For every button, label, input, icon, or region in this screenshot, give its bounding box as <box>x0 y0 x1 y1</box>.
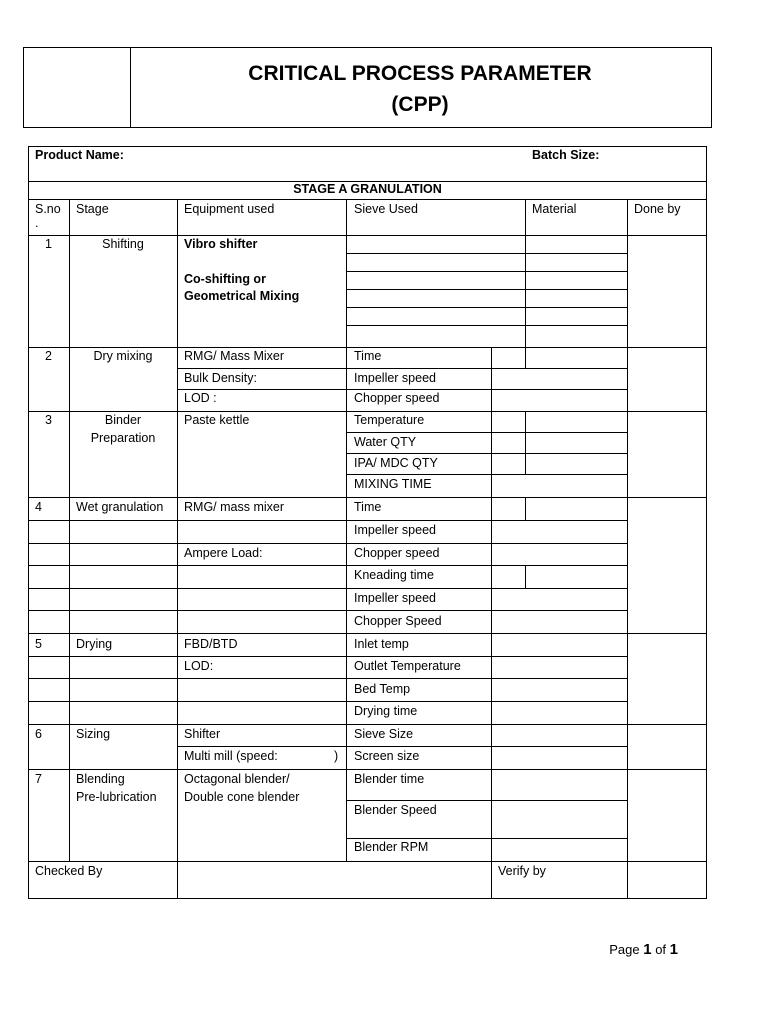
row5-equipment2: LOD: <box>184 659 214 673</box>
row6-sno: 6 <box>35 727 42 741</box>
checked-by-label: Checked By <box>35 864 103 878</box>
col-header-sno: S.no <box>35 202 61 216</box>
document-title-line2: (CPP) <box>391 93 449 116</box>
row-divider <box>28 497 707 498</box>
row-divider <box>28 861 707 862</box>
sub-divider <box>346 253 627 254</box>
row5-param2: Outlet Temperature <box>354 659 461 673</box>
row6-equipment1: Shifter <box>184 727 221 741</box>
row6-param1: Sieve Size <box>354 727 414 741</box>
row-divider <box>28 724 707 725</box>
row2-equipment2: Bulk Density: <box>184 371 257 385</box>
row-divider <box>28 633 707 634</box>
row4-param6: Chopper Speed <box>354 614 442 628</box>
row-divider <box>28 235 707 236</box>
row3-param4: MIXING TIME <box>354 477 432 491</box>
col-header-material: Material <box>532 202 577 216</box>
row5-param3: Bed Temp <box>354 682 411 696</box>
row3-stage1: Binder <box>104 413 142 427</box>
row4-param4: Kneading time <box>354 568 434 582</box>
row5-equipment1: FBD/BTD <box>184 637 238 651</box>
sub-divider <box>346 289 627 290</box>
row5-stage: Drying <box>76 637 113 651</box>
row2-equipment1: RMG/ Mass Mixer <box>184 349 284 363</box>
document-title-line1: CRITICAL PROCESS PARAMETER <box>248 62 592 85</box>
row1-equipment3: Geometrical Mixing <box>184 289 300 303</box>
col-divider <box>491 347 492 899</box>
row2-param2: Impeller speed <box>354 371 436 385</box>
row3-stage2: Preparation <box>90 431 156 445</box>
row4-equipment1: RMG/ mass mixer <box>184 500 284 514</box>
row4-equipment2: Ampere Load: <box>184 546 263 560</box>
col-divider <box>627 199 628 899</box>
sub-divider <box>346 474 627 475</box>
row7-param1: Blender time <box>354 772 425 786</box>
row-divider <box>28 199 707 200</box>
sub-divider <box>346 325 627 326</box>
row6-equipment2: Multi mill (speed: <box>184 749 278 763</box>
row3-param3: IPA/ MDC QTY <box>354 456 438 470</box>
row3-equipment1: Paste kettle <box>184 413 250 427</box>
row-divider <box>28 347 707 348</box>
verify-by-label: Verify by <box>498 864 546 878</box>
row7-stage1: Blending <box>76 772 125 786</box>
sub-divider <box>346 453 627 454</box>
row3-param2: Water QTY <box>354 435 417 449</box>
batch-size-label: Batch Size: <box>532 148 600 162</box>
col-divider <box>525 565 526 588</box>
col-divider <box>525 411 526 474</box>
sub-divider <box>177 389 627 390</box>
row7-stage2: Pre-lubrication <box>76 790 157 804</box>
row4-stage: Wet granulation <box>76 500 164 514</box>
row7-sno: 7 <box>35 772 42 786</box>
row1-stage: Shifting <box>102 237 144 251</box>
page-current: 1 <box>643 941 652 958</box>
row2-stage: Dry mixing <box>93 349 153 363</box>
page-number <box>609 941 678 958</box>
row5-sno: 5 <box>35 637 42 651</box>
col-header-sieve: Sieve Used <box>354 202 418 216</box>
row6-stage: Sizing <box>76 727 111 741</box>
col-divider <box>525 497 526 520</box>
row4-sno: 4 <box>35 500 42 514</box>
sub-divider <box>346 800 627 801</box>
sub-divider <box>177 368 627 369</box>
row7-equipment1: Octagonal blender/ <box>184 772 290 786</box>
product-name-label: Product Name: <box>35 148 124 162</box>
row2-equipment3: LOD : <box>184 391 217 405</box>
sub-divider <box>346 271 627 272</box>
row2-param3: Chopper speed <box>354 391 440 405</box>
sub-divider <box>346 307 627 308</box>
col-header-stage: Stage <box>76 202 109 216</box>
col-header-done-by: Done by <box>634 202 681 216</box>
row2-param1: Time <box>354 349 382 363</box>
sub-divider <box>28 520 627 521</box>
page-total: 1 <box>669 941 678 958</box>
sub-divider <box>28 678 627 679</box>
sub-divider <box>177 746 627 747</box>
row2-sno: 2 <box>45 349 52 363</box>
row4-param5: Impeller speed <box>354 591 436 605</box>
sub-divider <box>28 610 627 611</box>
col-header-equipment: Equipment used <box>184 202 275 216</box>
row1-equipment1: Vibro shifter <box>184 237 258 251</box>
row5-param1: Inlet temp <box>354 637 409 651</box>
row-divider <box>28 411 707 412</box>
row4-param2: Impeller speed <box>354 523 436 537</box>
sub-divider <box>28 656 627 657</box>
of-word: of <box>655 942 667 957</box>
stage-title: STAGE A GRANULATION <box>293 182 442 196</box>
row3-sno: 3 <box>45 413 52 427</box>
col-divider <box>177 199 178 899</box>
page-word: Page <box>609 942 640 957</box>
row1-sno: 1 <box>45 237 52 251</box>
sub-divider <box>28 543 627 544</box>
row7-equipment2: Double cone blender <box>184 790 300 804</box>
row7-param2: Blender Speed <box>354 803 437 817</box>
row6-equipment2-close: ) <box>334 749 339 763</box>
sub-divider <box>346 838 627 839</box>
row1-equipment2: Co-shifting or <box>184 272 266 286</box>
sub-divider <box>28 701 627 702</box>
col-divider <box>525 199 526 347</box>
col-header-sno-dot: . <box>35 216 39 230</box>
row6-param2: Screen size <box>354 749 420 763</box>
row7-param3: Blender RPM <box>354 840 429 854</box>
row4-param3: Chopper speed <box>354 546 440 560</box>
sub-divider <box>28 588 627 589</box>
col-divider <box>525 347 526 368</box>
sub-divider <box>28 565 627 566</box>
row3-param1: Temperature <box>354 413 425 427</box>
sub-divider <box>346 432 627 433</box>
col-divider <box>69 199 70 861</box>
row5-param4: Drying time <box>354 704 418 718</box>
col-divider <box>346 199 347 861</box>
row4-param1: Time <box>354 500 382 514</box>
row-divider <box>28 769 707 770</box>
